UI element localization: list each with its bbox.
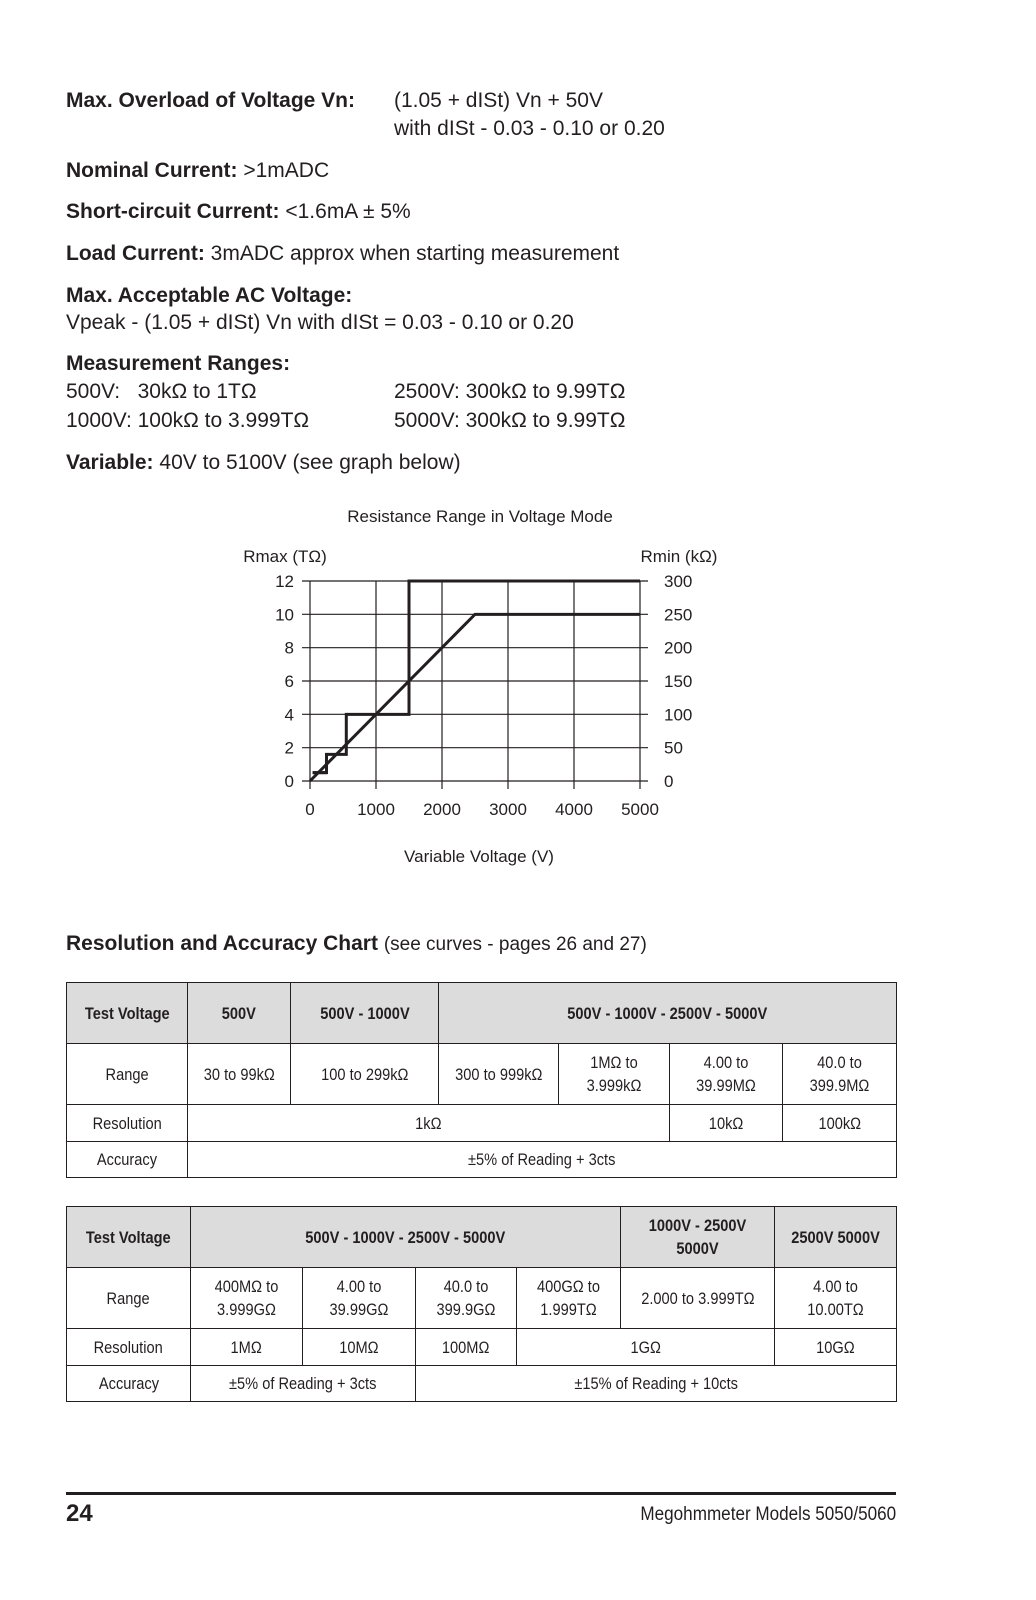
header-500v: 500V	[188, 983, 291, 1044]
accuracy-cell: ±5% of Reading + 3cts	[191, 1366, 416, 1402]
load-label: Load Current:	[66, 242, 205, 265]
range-cell: 40.0 to 399.9MΩ	[783, 1044, 897, 1105]
overload-value-2: with dISt - 0.03 - 0.10 or 0.20	[394, 117, 665, 140]
range-1000: 1000V: 100kΩ to 3.999TΩ	[66, 409, 310, 432]
header-test-voltage: Test Voltage	[67, 983, 188, 1044]
y-right-tick-label: 0	[664, 772, 674, 791]
x-tick-label: 2000	[423, 800, 461, 819]
variable-value: 40V to 5100V (see graph below)	[159, 451, 461, 474]
range-label: Range	[67, 1044, 188, 1105]
overload-value-1: (1.05 + dISt) Vn + 50V	[394, 89, 603, 112]
accuracy-heading-note: (see curves - pages 26 and 27)	[383, 934, 647, 955]
accuracy-label: Accuracy	[67, 1142, 188, 1178]
ac-value: Vpeak - (1.05 + dISt) Vn with dISt = 0.03 - 0.10 or 0.20	[66, 311, 574, 334]
accuracy-label: Accuracy	[67, 1366, 191, 1402]
table-row	[67, 1329, 897, 1366]
resolution-cell: 10MΩ	[303, 1329, 416, 1366]
header-500-1000v: 500V - 1000V	[291, 983, 439, 1044]
range-cell: 100 to 299kΩ	[291, 1044, 439, 1105]
y-left-tick-label: 10	[275, 605, 294, 625]
y-right-tick-label: 250	[664, 605, 693, 625]
range-cell: 2.000 to 3.999TΩ	[621, 1268, 775, 1329]
y-right-tick-label: 50	[664, 738, 683, 758]
chart-grid	[302, 581, 648, 789]
resolution-cell: 10GΩ	[775, 1329, 897, 1366]
table-row	[67, 983, 897, 1044]
header-test-voltage: Test Voltage	[67, 1207, 191, 1268]
range-cell: 4.00 to 39.99MΩ	[670, 1044, 783, 1105]
x-tick-label: 1000	[357, 800, 395, 819]
resolution-label: Resolution	[67, 1105, 188, 1142]
y-right-tick-label: 150	[664, 672, 693, 691]
y-left-tick-label: 6	[284, 672, 294, 691]
range-cell: 400MΩ to 3.999GΩ	[191, 1268, 303, 1329]
nominal-label: Nominal Current:	[66, 159, 238, 182]
short-label: Short-circuit Current:	[66, 200, 280, 223]
resolution-cell: 1MΩ	[191, 1329, 303, 1366]
resolution-cell: 100MΩ	[416, 1329, 517, 1366]
table-row	[67, 1105, 897, 1142]
footer-title: Megohmmeter Models 5050/5060	[640, 1504, 896, 1525]
ranges-label: Measurement Ranges:	[66, 352, 291, 375]
y-right-label: Rmin (kΩ)	[640, 547, 718, 566]
resolution-cell: 10kΩ	[670, 1105, 783, 1142]
range-label: Range	[67, 1268, 191, 1329]
range-500: 500V: 30kΩ to 1TΩ	[66, 380, 257, 403]
range-5000: 5000V: 300kΩ to 9.99TΩ	[394, 409, 626, 432]
range-2500: 2500V: 300kΩ to 9.99TΩ	[394, 380, 626, 403]
table-row	[67, 1366, 897, 1402]
resolution-label: Resolution	[67, 1329, 191, 1366]
y-right-tick-label: 300	[664, 572, 693, 591]
y-right-tick-label: 100	[664, 705, 693, 725]
overload-label: Max. Overload of Voltage Vn:	[66, 89, 355, 112]
table-row	[67, 1142, 897, 1178]
range-cell: 4.00 to 39.99GΩ	[303, 1268, 416, 1329]
header-all-voltages: 500V - 1000V - 2500V - 5000V	[191, 1207, 621, 1268]
x-tick-label: 4000	[555, 800, 593, 819]
y-right-tick-label: 200	[664, 638, 693, 658]
chart-title: Resistance Range in Voltage Mode	[347, 507, 613, 526]
ac-label: Max. Acceptable AC Voltage:	[66, 284, 353, 307]
accuracy-heading-row	[66, 931, 647, 958]
table-row	[67, 1268, 897, 1329]
y-left-tick-label: 12	[275, 572, 294, 591]
footer-rule	[66, 1492, 896, 1495]
range-cell: 30 to 99kΩ	[188, 1044, 291, 1105]
x-tick-label: 3000	[489, 800, 527, 819]
variable-label: Variable:	[66, 451, 154, 474]
x-tick-label: 0	[305, 800, 315, 819]
accuracy-table-2	[66, 1206, 897, 1402]
chart-ticks	[275, 572, 692, 819]
page-number: 24	[66, 1500, 93, 1527]
y-left-tick-label: 0	[284, 772, 294, 791]
rmin-series-line	[310, 614, 640, 781]
range-cell: 1MΩ to 3.999kΩ	[559, 1044, 670, 1105]
range-cell: 400GΩ to 1.999TΩ	[517, 1268, 621, 1329]
nominal-value: >1mADC	[243, 159, 330, 182]
load-value: 3mADC approx when starting measurement	[210, 242, 620, 265]
x-tick-label: 5000	[621, 800, 659, 819]
accuracy-heading: Resolution and Accuracy Chart	[66, 932, 378, 955]
table-row	[67, 1044, 897, 1105]
y-left-tick-label: 2	[284, 738, 294, 758]
accuracy-cell: ±15% of Reading + 10cts	[416, 1366, 897, 1402]
header-1000-2500-5000v: 1000V - 2500V 5000V	[621, 1207, 775, 1268]
y-left-tick-label: 8	[284, 638, 294, 658]
x-axis-label: Variable Voltage (V)	[404, 847, 554, 866]
range-cell: 300 to 999kΩ	[439, 1044, 559, 1105]
header-2500-5000v: 2500V 5000V	[775, 1207, 897, 1268]
range-cell: 4.00 to 10.00TΩ	[775, 1268, 897, 1329]
accuracy-table-1	[66, 982, 897, 1178]
header-all-voltages: 500V - 1000V - 2500V - 5000V	[439, 983, 897, 1044]
rmax-series-line	[313, 581, 640, 773]
resolution-cell: 1GΩ	[517, 1329, 775, 1366]
y-left-label: Rmax (TΩ)	[243, 547, 327, 566]
y-left-tick-label: 4	[284, 705, 294, 725]
resolution-cell: 1kΩ	[188, 1105, 670, 1142]
accuracy-cell: ±5% of Reading + 3cts	[188, 1142, 897, 1178]
resolution-cell: 100kΩ	[783, 1105, 897, 1142]
range-cell: 40.0 to 399.9GΩ	[416, 1268, 517, 1329]
short-value: <1.6mA ± 5%	[285, 200, 411, 223]
table-row	[67, 1207, 897, 1268]
